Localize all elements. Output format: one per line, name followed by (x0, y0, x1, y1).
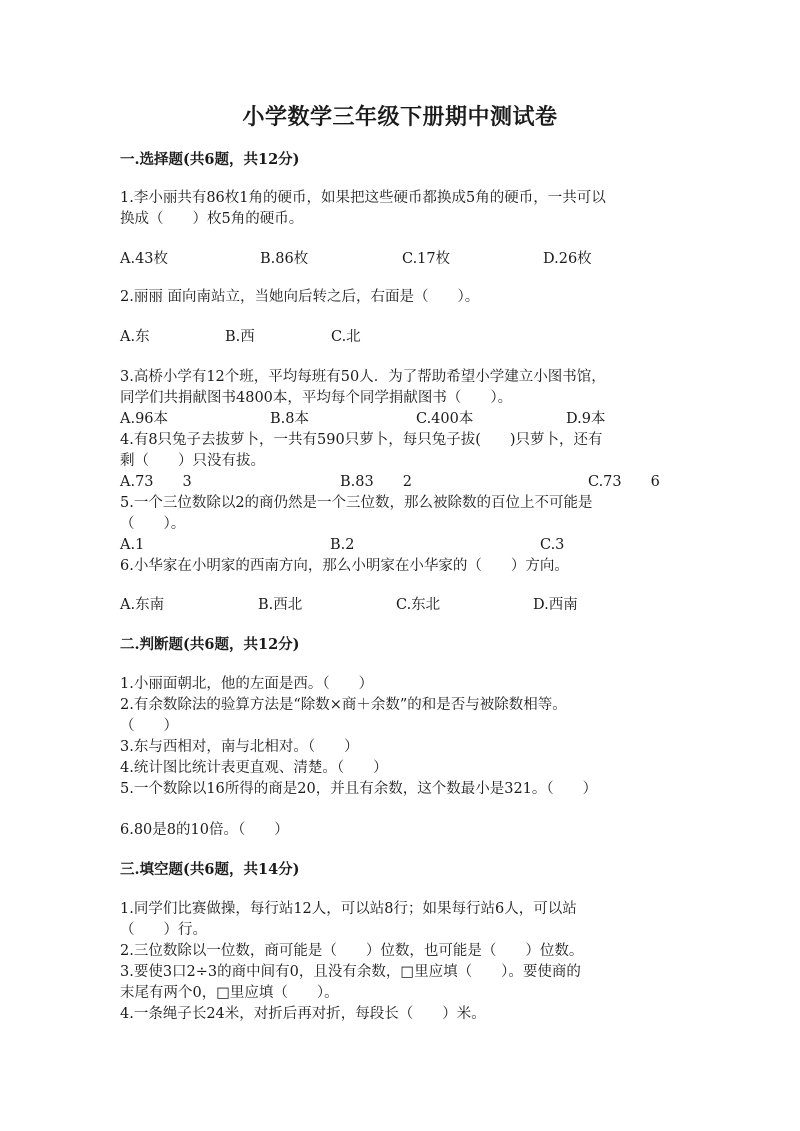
option-c: C.北 (331, 329, 361, 345)
question-text: 4.一条绳子长24米，对折后再对折，每段长（ ）米。 (120, 1006, 486, 1022)
question-text: 4.统计图比统计表更直观、清楚。（ ） (120, 760, 388, 776)
question-text: 1.同学们比赛做操，每行站12人，可以站8行；如果每行站6人，可以站 (120, 901, 577, 917)
option-b: B.83 2 (340, 474, 412, 490)
option-d: D.西南 (533, 597, 578, 613)
option-c: C.73 6 (588, 474, 660, 490)
question-text: 换成（ ）枚5角的硬币。 (120, 211, 304, 227)
question-text: 1.小丽面朝北，他的左面是西。（ ） (120, 676, 374, 692)
option-c: C.3 (540, 537, 565, 553)
option-d: D.9本 (566, 411, 606, 427)
option-b: B.8本 (270, 411, 309, 427)
option-c: C.东北 (396, 597, 441, 613)
option-b: B.2 (330, 537, 355, 553)
section-heading-true-false: 二.判断题(共6题，共12分) (120, 636, 300, 653)
section-heading-choice: 一.选择题(共6题，共12分) (120, 151, 300, 168)
question-text: 5.一个三位数除以2的商仍然是一个三位数，那么被除数的百位上不可能是 (120, 495, 593, 511)
option-c: C.17枚 (402, 251, 451, 267)
question-text: 3.高桥小学有12个班，平均每班有50人．为了帮助希望小学建立小图书馆， (120, 369, 606, 385)
question-text: 1.李小丽共有86枚1角的硬币，如果把这些硬币都换成5角的硬币，一共可以 (120, 190, 606, 206)
question-text: （ ） (120, 718, 178, 734)
question-text: （ ）行。 (120, 922, 207, 938)
option-b: B.86枚 (260, 251, 309, 267)
option-a: A.73 3 (120, 474, 192, 490)
question-text: （ ）。 (120, 516, 186, 532)
section-heading-fill-blank: 三.填空题(共6题，共14分) (120, 861, 300, 878)
option-a: A.东南 (120, 597, 165, 613)
option-a: A.1 (120, 537, 145, 553)
question-text: 3.要使3口2÷3的商中间有0，且没有余数，□里应填（ ）。要使商的 (120, 964, 581, 980)
question-text: 2.丽丽 面向南站立，当她向后转之后，右面是（ ）。 (120, 289, 480, 305)
option-a: A.43枚 (120, 251, 169, 267)
question-text: 6.小华家在小明家的西南方向，那么小明家在小华家的（ ）方向。 (120, 558, 569, 574)
question-text: 5.一个数除以16所得的商是20，并且有余数，这个数最小是321。（ ） (120, 781, 598, 797)
question-text: 同学们共捐献图书4800本，平均每个同学捐献图书（ ）。 (120, 390, 513, 406)
option-b: B.西 (225, 329, 255, 345)
option-c: C.400本 (416, 411, 474, 427)
question-text: 3.东与西相对，南与北相对。（ ） (120, 739, 359, 755)
question-text: 2.有余数除法的验算方法是“除数×商＋余数”的和是否与被除数相等。 (120, 697, 567, 713)
option-b: B.西北 (258, 597, 303, 613)
option-a: A.96本 (120, 411, 169, 427)
question-text: 剩（ ）只没有拔。 (120, 453, 265, 469)
page-title: 小学数学三年级下册期中测试卷 (242, 104, 558, 130)
question-text: 4.有8只兔子去拔萝卜，一共有590只萝卜，每只兔子拔( )只萝卜，还有 (120, 432, 603, 448)
question-text: 2.三位数除以一位数，商可能是（ ）位数，也可能是（ ）位数。 (120, 943, 584, 959)
option-a: A.东 (120, 329, 150, 345)
question-text: 6.80是8的10倍。（ ） (120, 822, 289, 838)
question-text: 末尾有两个0，□里应填（ ）。 (120, 985, 339, 1001)
option-d: D.26枚 (543, 251, 592, 267)
